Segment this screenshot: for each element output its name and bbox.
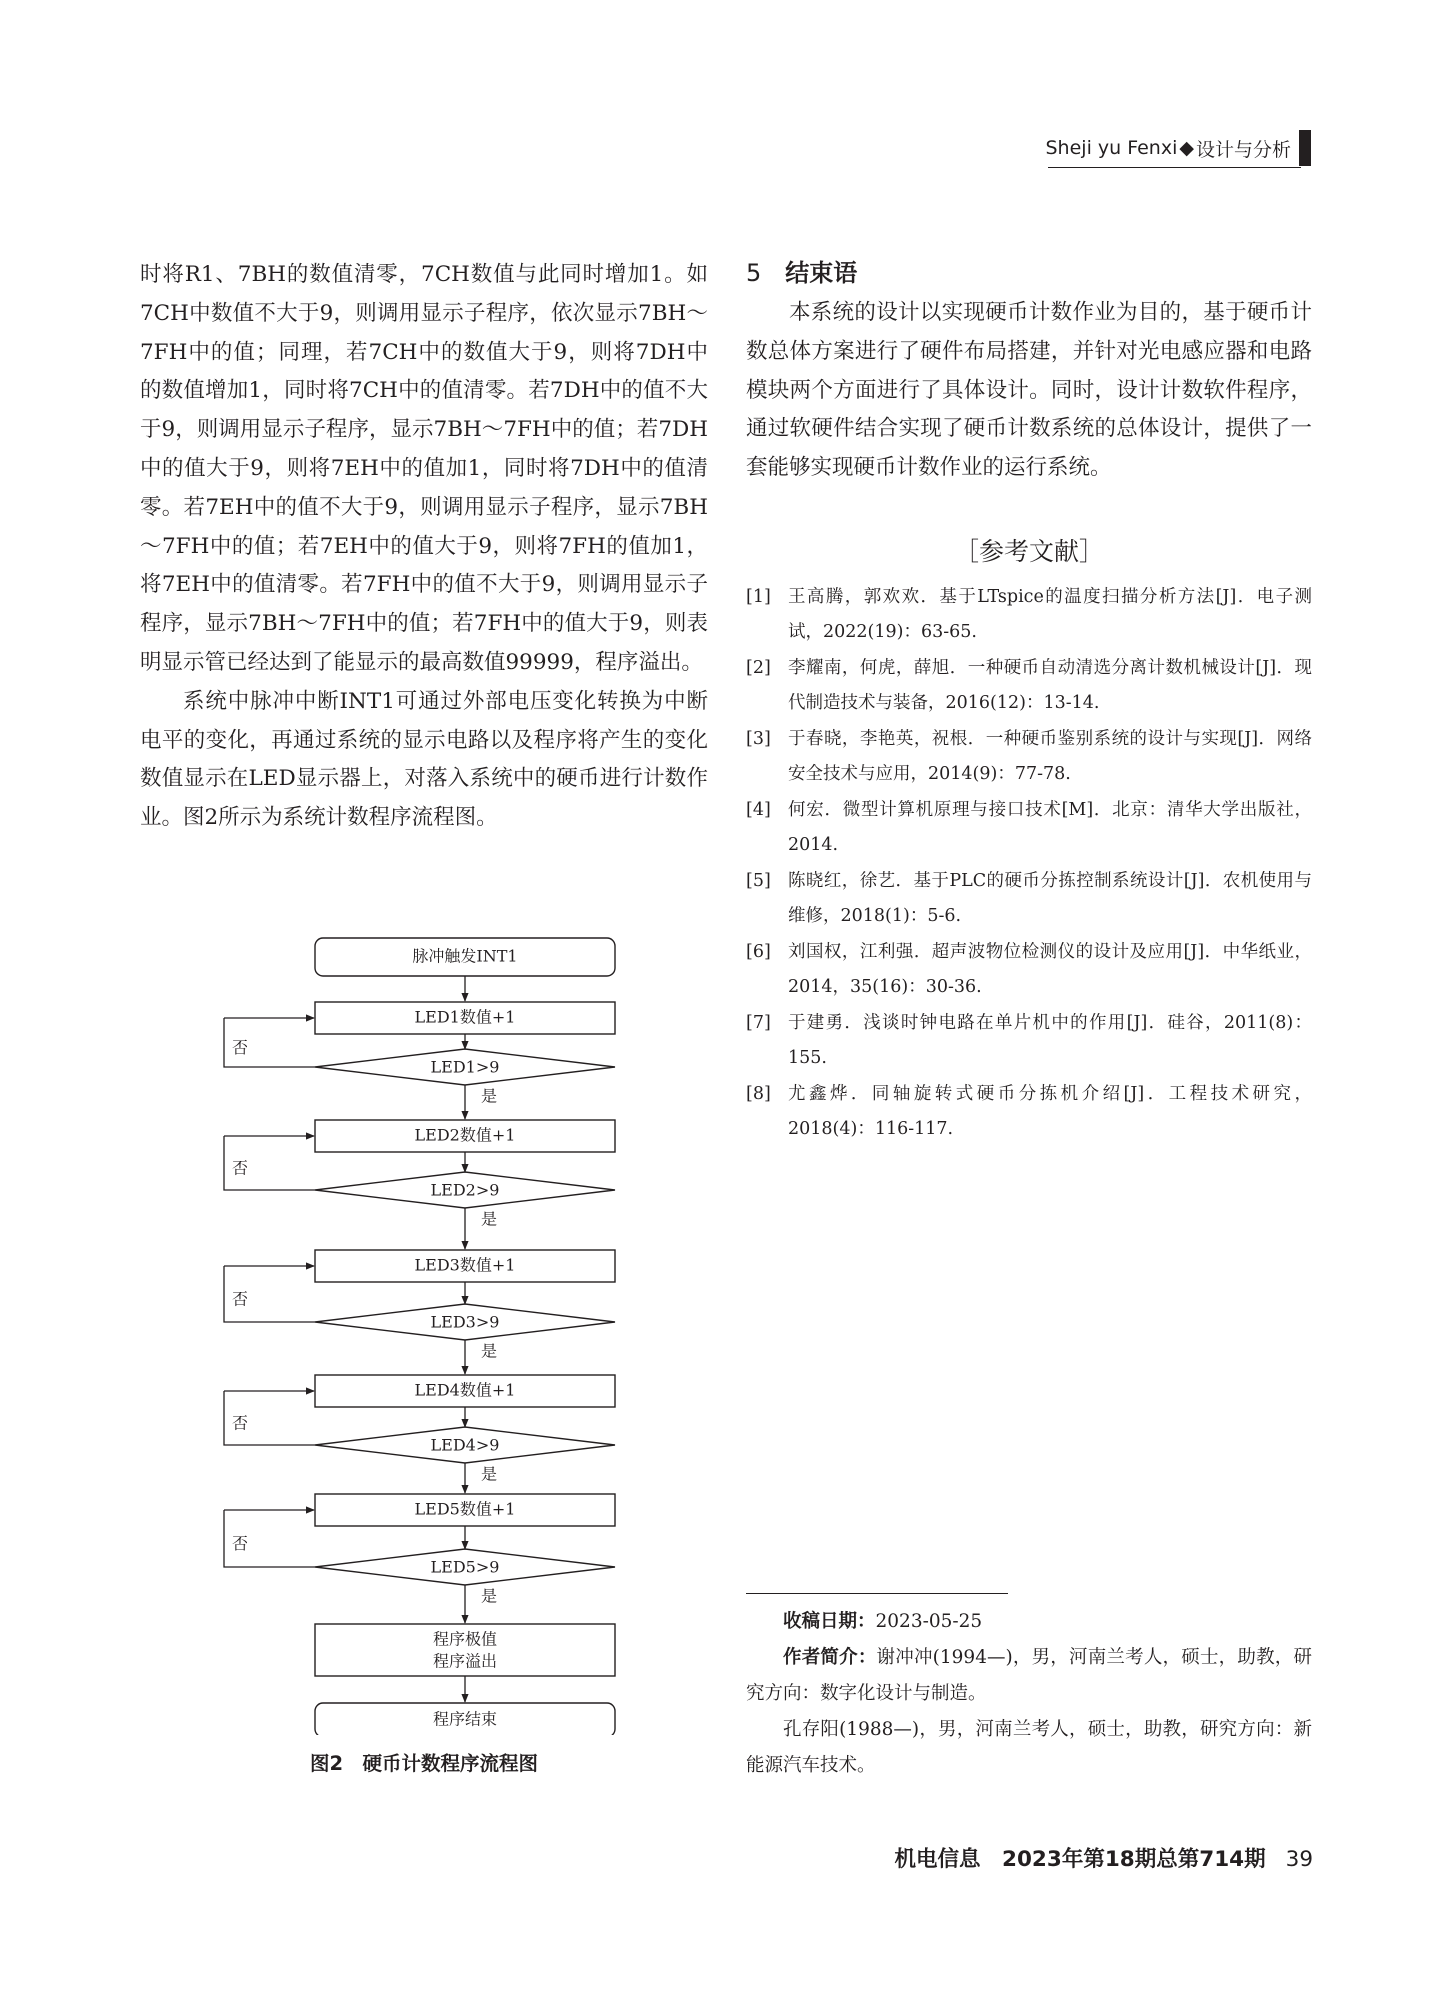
journal-issue: 机电信息 2023年第18期总第714期: [894, 1847, 1266, 1872]
decision-label: LED4>9: [430, 1435, 500, 1455]
process-label: LED1数值+1: [414, 1007, 516, 1027]
reference-number: [6]: [746, 941, 771, 962]
no-label: 否: [231, 1413, 249, 1433]
reference-item: [746, 864, 1312, 935]
process-label: LED4数值+1: [414, 1380, 516, 1400]
decision-label: LED2>9: [430, 1180, 500, 1200]
reference-text: 尤鑫烨．同轴旋转式硬币分拣机介绍[J]．工程技术研究，2018(4)：116-117.: [788, 1083, 1312, 1140]
article-notes: [746, 1593, 1312, 1784]
header-section: 设计与分析: [1195, 138, 1291, 161]
start-label: 脉冲触发INT1: [412, 946, 518, 966]
conclusion-paragraph: 本系统的设计以实现硬币计数作业为目的，基于硬币计数总体方案进行了硬件布局搭建，并针对光电感应器和电路模块两个方面进行了具体设计。同时，设计计数软件程序，通过软硬件结合实现了硬币计数系统的总体设计，提供了一套能够实现硬币计数作业的运行系统。: [746, 300, 1312, 481]
process-label: LED3数值+1: [414, 1255, 516, 1275]
section-title: 结束语: [785, 259, 858, 287]
figure-caption: 图2 硬币计数程序流程图: [309, 1752, 539, 1775]
end-label: 程序结束: [432, 1709, 498, 1729]
no-label: 否: [231, 1534, 249, 1553]
reference-number: [7]: [746, 1012, 771, 1033]
author-bio: [746, 1640, 1312, 1712]
process-label: LED2数值+1: [414, 1125, 516, 1145]
yes-label: 是: [480, 1341, 498, 1361]
left-column: [140, 256, 708, 838]
author-bio: 孔存阳(1988—)，男，河南兰考人，硕士，助教，研究方向：新能源汽车技术。: [746, 1719, 1312, 1776]
yes-label: 是: [480, 1586, 498, 1606]
process-label: LED5数值+1: [414, 1499, 516, 1519]
reference-number: [1]: [746, 586, 771, 607]
decision-label: LED3>9: [430, 1312, 500, 1332]
no-label: 否: [231, 1289, 249, 1309]
decision-label: LED5>9: [430, 1557, 500, 1577]
reference-number: [2]: [746, 657, 771, 678]
page-footer: [895, 1842, 1314, 1873]
page-number: 39: [1285, 1847, 1313, 1872]
author-label: 作者简介：: [783, 1647, 877, 1668]
reference-text: 李耀南，何虎，薛旭．一种硬币自动清选分离计数机械设计[J]．现代制造技术与装备，2016(12)：13-14.: [788, 657, 1312, 714]
section-number: 5: [746, 259, 762, 287]
reference-item: [746, 722, 1312, 793]
reference-item: [746, 1006, 1312, 1077]
yes-label: 是: [480, 1086, 498, 1106]
reference-number: [5]: [746, 870, 771, 891]
header-rule: [1048, 167, 1302, 168]
diamond-icon: ◆: [1179, 137, 1194, 159]
author-text: 谢冲冲(1994—)，男，河南兰考人，硕士，助教，研究方向：数字化设计与制造。: [746, 1647, 1312, 1704]
reference-text: 王高腾，郭欢欢．基于LTspice的温度扫描分析方法[J]．电子测试，2022(19)：63-65.: [788, 586, 1312, 643]
section-heading: [746, 256, 1312, 290]
reference-number: [3]: [746, 728, 771, 749]
reference-text: 于春晓，李艳英，祝根．一种硬币鉴别系统的设计与实现[J]．网络安全技术与应用，2014(9)：77-78.: [788, 728, 1312, 785]
body-paragraph: 时将R1、7BH的数值清零，7CH数值与此同时增加1。如7CH中数值不大于9，则调用显示子程序，依次显示7BH～7FH中的值；同理，若7CH中的数值大于9，则将7DH中的数值增加1，同时将7CH中的值清零。若7DH中的值不大于9，则调用显示子程序，显示7BH～7FH中的值；若7DH中的值大于9，则将7EH中的值加1，同时将7DH中的值清零。若7EH中的值不大于9，则调用显示子程序，显示7BH～7FH中的值；若7EH中的值大于9，则将7FH的值加1，将7EH中的值清零。若7FH中的值不大于9，则调用显示子程序，显示7BH～7FH中的值；若7FH中的值大于9，则表明显示管已经达到了能显示的最高数值99999，程序溢出。: [140, 262, 708, 675]
reference-item: [746, 651, 1312, 722]
header-bar-icon: [1299, 130, 1311, 166]
reference-text: 于建勇．浅谈时钟电路在单片机中的作用[J]．硅谷，2011(8)：155.: [788, 1012, 1312, 1069]
running-header: [1046, 131, 1312, 165]
header-pinyin: Sheji yu Fenxi: [1045, 137, 1178, 159]
yes-label: 是: [480, 1209, 498, 1229]
overflow-label: 程序极值: [432, 1629, 498, 1649]
reference-text: 何宏．微型计算机原理与接口技术[M]．北京：清华大学出版社，2014.: [788, 799, 1312, 856]
reference-list: [746, 580, 1312, 1148]
no-label: 否: [231, 1038, 249, 1057]
received-value: 2023-05-25: [875, 1611, 983, 1632]
yes-label: 是: [480, 1464, 498, 1484]
overflow-label: 程序溢出: [432, 1651, 498, 1671]
reference-item: [746, 580, 1312, 651]
flowchart: [140, 935, 700, 1735]
received-label: 收稿日期：: [783, 1611, 876, 1632]
body-paragraph: 系统中脉冲中断INT1可通过外部电压变化转换为中断电平的变化，再通过系统的显示电路以及程序将产生的变化数值显示在LED显示器上，对落入系统中的硬币进行计数作业。图2所示为系统计数程序流程图。: [140, 688, 708, 831]
no-label: 否: [231, 1158, 249, 1178]
reference-text: 刘国权，江利强．超声波物位检测仪的设计及应用[J]．中华纸业，2014，35(16)：30-36.: [788, 941, 1312, 998]
decision-label: LED1>9: [430, 1057, 500, 1077]
references-title: ［参考文献］: [953, 536, 1104, 566]
notes-divider: [746, 1593, 1008, 1594]
reference-number: [8]: [746, 1083, 771, 1104]
right-column: [746, 256, 1312, 1148]
reference-number: [4]: [746, 799, 771, 820]
reference-item: [746, 935, 1312, 1006]
reference-item: [746, 1077, 1312, 1148]
reference-item: [746, 793, 1312, 864]
flow-connectors: [224, 976, 465, 1702]
received-date: [746, 1604, 1312, 1640]
reference-text: 陈晓红，徐艺．基于PLC的硬币分拣控制系统设计[J]．农机使用与维修，2018(1)：5-6.: [788, 870, 1312, 927]
